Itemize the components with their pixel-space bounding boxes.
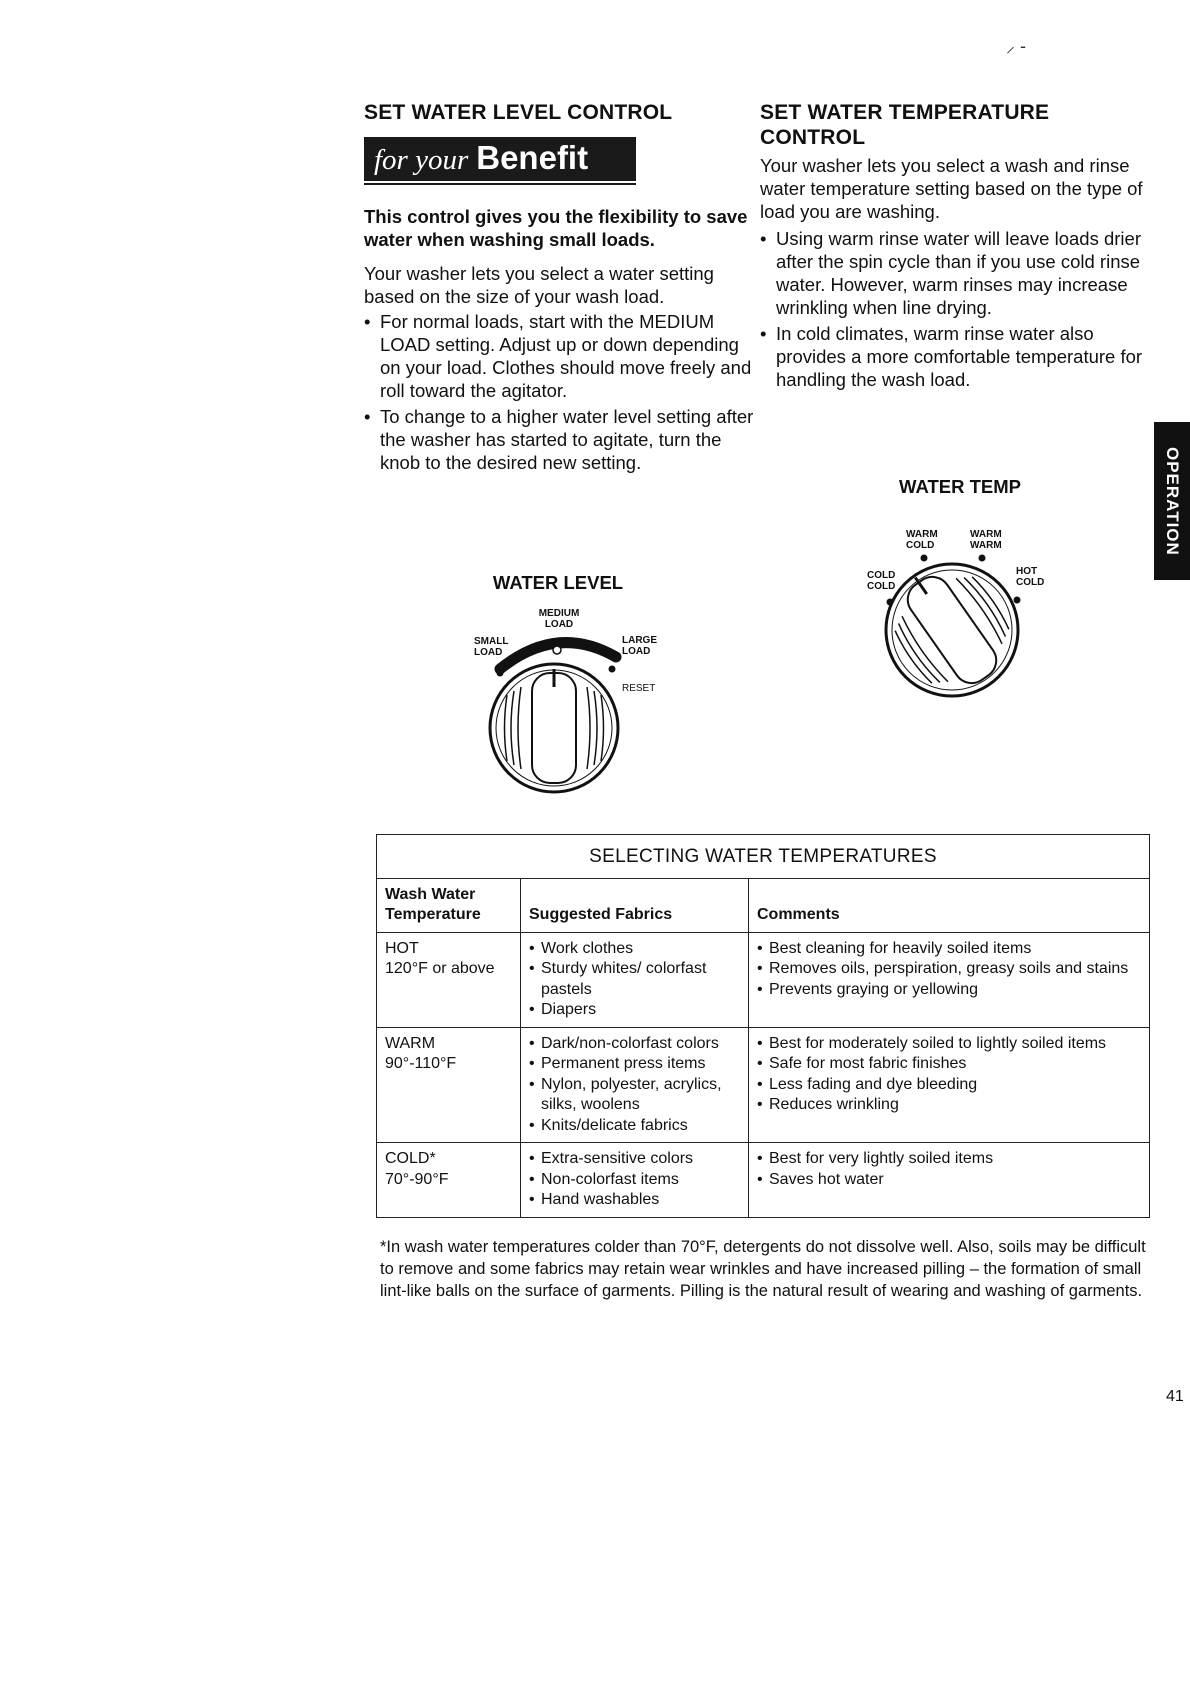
list-item: • Dark/non-colorfast colors: [529, 1034, 740, 1055]
side-tab-label: OPERATION: [1163, 446, 1182, 556]
corner-mark: ⸝ -: [1006, 36, 1026, 56]
list-item: • Non-colorfast items: [529, 1170, 740, 1191]
water-temp-knob-icon: [860, 526, 1080, 706]
list-item: • Nylon, polyester, acrylics, silks, woolens: [529, 1075, 740, 1116]
water-temp-bullets: [760, 227, 1150, 391]
operation-side-tab: [1154, 422, 1190, 580]
water-temp-dial-title: WATER TEMP: [899, 476, 1021, 497]
table-header-temp: Wash Water Temperature: [377, 878, 521, 932]
list-item: • Best for moderately soiled to lightly soiled items: [757, 1034, 1141, 1055]
dial-label-cold-cold-line1: COLD: [867, 570, 896, 581]
table-row: [377, 1027, 1150, 1143]
dial-label-reset: RESET: [622, 683, 656, 694]
water-temperatures-table: [376, 834, 1150, 1218]
list-item: • Best for very lightly soiled items: [757, 1149, 1141, 1170]
water-temp-dial: [860, 526, 1080, 706]
benefit-prefix: for your: [374, 144, 469, 176]
dial-label-hot-cold-line1: HOT: [1016, 566, 1038, 577]
list-item: • Less fading and dye bleeding: [757, 1075, 1141, 1096]
table-header-fabrics: Suggested Fabrics: [521, 878, 749, 932]
list-item: • To change to a higher water level setting after the washer has started to agitate, turn the knob to the desired new setting.: [364, 405, 754, 474]
water-temp-heading: SET WATER TEMPERATURE CONTROL: [760, 101, 1050, 149]
dial-label-large-line2: LOAD: [622, 646, 651, 657]
water-level-dial: [462, 605, 692, 795]
water-level-section: [364, 100, 754, 477]
benefit-word: Benefit: [476, 139, 589, 176]
list-item: • Prevents graying or yellowing: [757, 980, 1141, 1001]
row-range: 120°F or above: [385, 960, 495, 977]
list-item: • Work clothes: [529, 939, 740, 960]
row-fabrics: [529, 1149, 740, 1211]
table-row: [377, 1143, 1150, 1218]
water-temperature-section: [760, 100, 1150, 394]
water-level-dial-title: WATER LEVEL: [492, 572, 624, 593]
row-comments: [757, 1034, 1141, 1116]
list-item: • Extra-sensitive colors: [529, 1149, 740, 1170]
water-temp-intro: Your washer lets you select a wash and rinse water temperature setting based on the type of load you are washing.: [760, 155, 1143, 222]
dial-label-small-line1: SMALL: [474, 636, 509, 647]
table-caption: SELECTING WATER TEMPERATURES: [377, 835, 1150, 879]
dial-label-warm-cold-line2: COLD: [906, 540, 935, 551]
dial-label-medium-line1: MEDIUM: [538, 608, 580, 619]
row-fabrics: [529, 1034, 740, 1137]
list-item: • Safe for most fabric finishes: [757, 1054, 1141, 1075]
dial-label-hot-cold-line2: COLD: [1016, 577, 1045, 588]
row-comments: [757, 939, 1141, 1001]
list-item: • Hand washables: [529, 1190, 740, 1211]
table-header-comments: Comments: [749, 878, 1150, 932]
dial-label-large-line1: LARGE: [622, 635, 657, 646]
list-item: • Removes oils, perspiration, greasy soils and stains: [757, 959, 1141, 980]
row-range: 70°-90°F: [385, 1170, 449, 1188]
dial-label-warm-cold-line1: WARM: [906, 529, 938, 540]
for-your-benefit-banner: [364, 137, 636, 185]
row-temp: HOT: [385, 939, 419, 957]
page-number: 41: [1166, 1388, 1184, 1405]
list-item: • Permanent press items: [529, 1054, 740, 1075]
list-item: • Sturdy whites/ colorfast pastels: [529, 959, 740, 1000]
row-temp: COLD*: [385, 1150, 436, 1167]
table-header-row: [377, 878, 1150, 932]
list-item: • Diapers: [529, 1000, 740, 1021]
list-item: • Saves hot water: [757, 1170, 1141, 1191]
table-footnote: *In wash water temperatures colder than 70°F, detergents do not dissolve well. Also, soils may be difficult to remove and some fabrics may retain wear wrinkles and have increased pilling – the formation of small lint-like balls on the surface of garments. Pilling is the natural result of wearing and washing of garments.: [380, 1238, 1146, 1300]
row-temp: WARM: [385, 1034, 436, 1052]
water-level-knob-icon: [462, 605, 692, 795]
table-row: [377, 932, 1150, 1027]
water-level-heading: SET WATER LEVEL CONTROL: [364, 101, 673, 124]
dial-label-medium-line2: LOAD: [544, 619, 574, 630]
water-level-intro: Your washer lets you select a water setting based on the size of your wash load.: [364, 263, 714, 307]
row-fabrics: [529, 939, 740, 1021]
dial-label-warm-warm-line2: WARM: [970, 540, 1002, 551]
dial-label-warm-warm-line1: WARM: [970, 529, 1002, 540]
water-level-lead: This control gives you the flexibility to save water when washing small loads.: [364, 206, 748, 250]
row-comments: [757, 1149, 1141, 1190]
row-range: 90°-110°F: [385, 1055, 457, 1072]
water-level-bullets: [364, 310, 754, 474]
list-item: • Reduces wrinkling: [757, 1095, 1141, 1116]
list-item: • Knits/delicate fabrics: [529, 1116, 740, 1137]
list-item: • Using warm rinse water will leave loads drier after the spin cycle than if you use cold rinse water. However, warm rinses may increase wrinkling when line drying.: [760, 227, 1150, 319]
list-item: • Best cleaning for heavily soiled items: [757, 939, 1141, 960]
list-item: • In cold climates, warm rinse water also provides a more comfortable temperature for handling the wash load.: [760, 322, 1150, 391]
dial-label-small-line2: LOAD: [474, 647, 503, 658]
list-item: • For normal loads, start with the MEDIUM LOAD setting. Adjust up or down depending on your load. Clothes should move freely and roll toward the agitator.: [364, 310, 754, 402]
dial-label-cold-cold-line2: COLD: [867, 581, 896, 592]
